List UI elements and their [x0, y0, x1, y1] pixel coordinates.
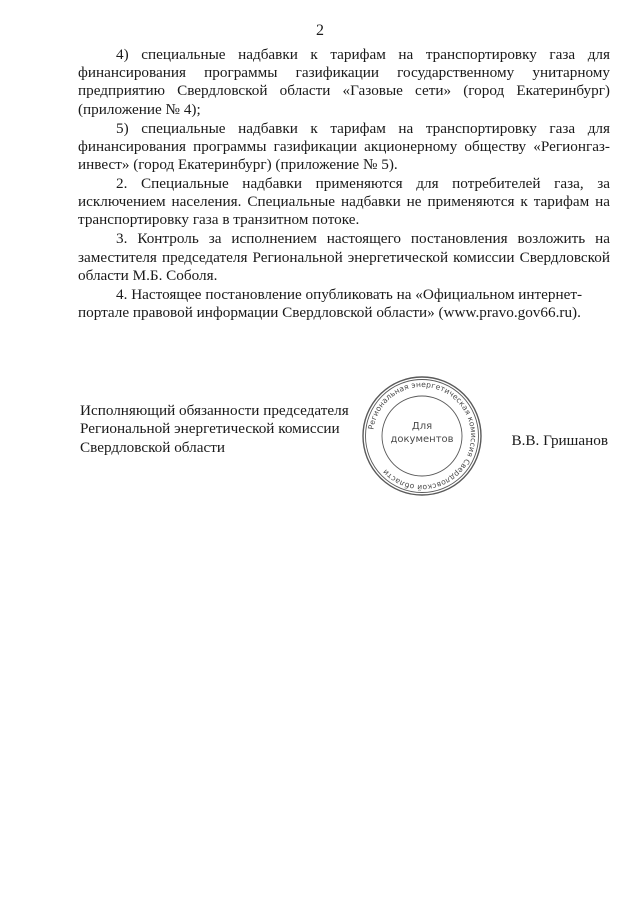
stamp-center-line: документов — [390, 434, 454, 445]
paragraph-item-5: 5) специальные надбавки к тарифам на транспортировку газа для финансирования программы газификации акционерному обществу «Регионгаз-инвест» (город Екатеринбург) (приложение № 5). — [78, 119, 610, 174]
paragraph-clause-4: 4. Настоящее постановление опубликовать на «Официальном интернет-портале правовой информации Свердловской области» (www.pravo.gov66.ru). — [78, 285, 583, 322]
signatory-position-line: Региональной энергетической комиссии — [80, 420, 340, 438]
signatory-name: В.В. Гришанов — [511, 432, 608, 449]
official-stamp — [360, 374, 484, 498]
page-number: 2 — [316, 22, 324, 39]
stamp-center-line: Для — [411, 421, 433, 432]
paragraph-clause-3: 3. Контроль за исполнением настоящего постановления возложить на заместителя председателя Региональной энергетической комиссии Свердловской области М.Б. Соболя. — [78, 230, 610, 284]
stamp-graphic — [360, 374, 484, 498]
document-body — [78, 46, 610, 322]
signatory-position-line: Свердловской области — [80, 438, 225, 456]
signatory-position-line: Исполняющий обязанности председателя — [80, 402, 349, 419]
stamp-ring-text: Региональная энергетическая комиссия Свердловской области — [366, 379, 479, 493]
paragraph-clause-2: 2. Специальные надбавки применяются для потребителей газа, за исключением населения. Специальные надбавки не применяются к тарифам на транспортировку газа в транзитном потоке. — [78, 175, 610, 229]
signatory-position — [80, 402, 349, 457]
paragraph-item-4: 4) специальные надбавки к тарифам на транспортировку газа для финансирования программы газификации государственному унитарному предприятию Свердловской области «Газовые сети» (город Екатеринбург) (приложение № 4); — [78, 46, 610, 118]
